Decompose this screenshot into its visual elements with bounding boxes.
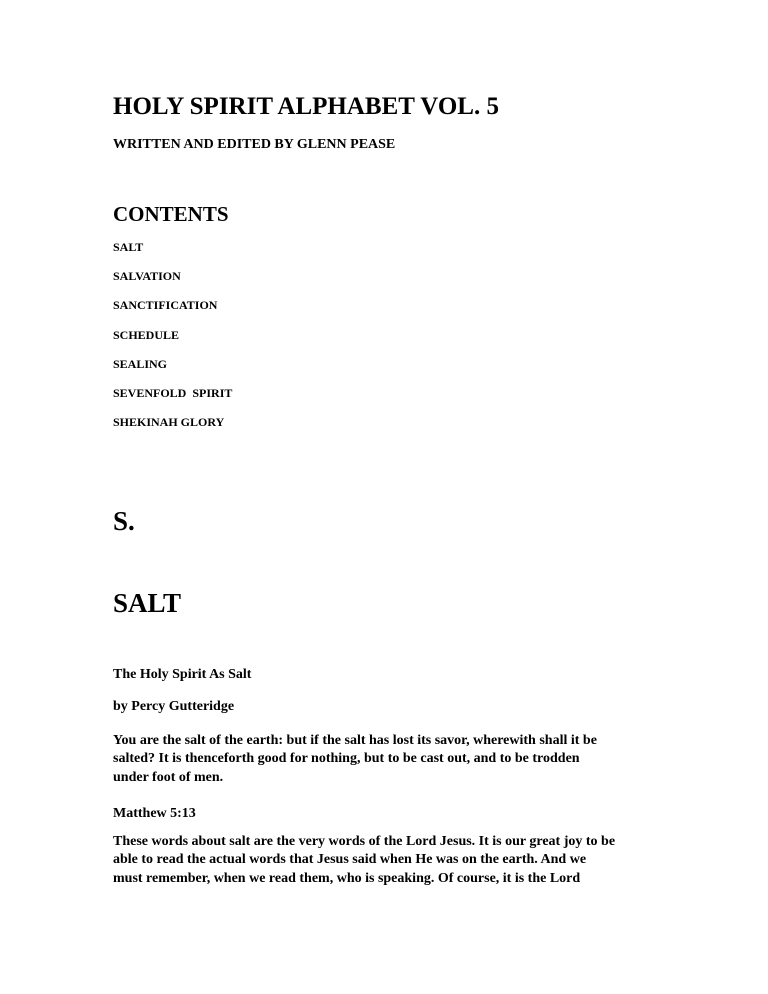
scripture-line: salted? It is thenceforth good for nothing, but to be cast out, and to be trodden [113,751,580,767]
letter-heading: S. [113,506,135,536]
contents-item: SANCTIFICATION [113,298,218,313]
scripture-quote [113,732,673,787]
body-paragraph [113,833,673,888]
scripture-line: You are the salt of the earth: but if the salt has lost its savor, wherewith shall it be [113,733,597,748]
article-author: by Percy Gutteridge [113,699,235,714]
contents-item: SCHEDULE [113,327,180,342]
body-line: able to read the actual words that Jesus said when He was on the earth. And we [113,852,587,868]
contents-item: SALVATION [113,269,181,284]
body-line: must remember, when we read them, who is speaking. Of course, it is the Lord [113,870,581,886]
scripture-reference: Matthew 5:13 [113,806,196,821]
document-byline: WRITTEN AND EDITED BY GLENN PEASE [113,137,396,152]
contents-item: SHEKINAH GLORY [113,415,225,430]
contents-heading: CONTENTS [113,202,229,226]
article-title: The Holy Spirit As Salt [113,667,252,682]
contents-item: SEVENFOLD SPIRIT [113,385,233,400]
section-heading: SALT [113,588,182,618]
contents-item: SALT [113,240,144,254]
document-title: HOLY SPIRIT ALPHABET VOL. 5 [113,93,499,120]
contents-list [113,241,232,445]
body-line: These words about salt are the very words of the Lord Jesus. It is our great joy to be [113,834,616,849]
scripture-line: under foot of men. [113,769,224,785]
contents-item: SEALING [113,356,168,371]
